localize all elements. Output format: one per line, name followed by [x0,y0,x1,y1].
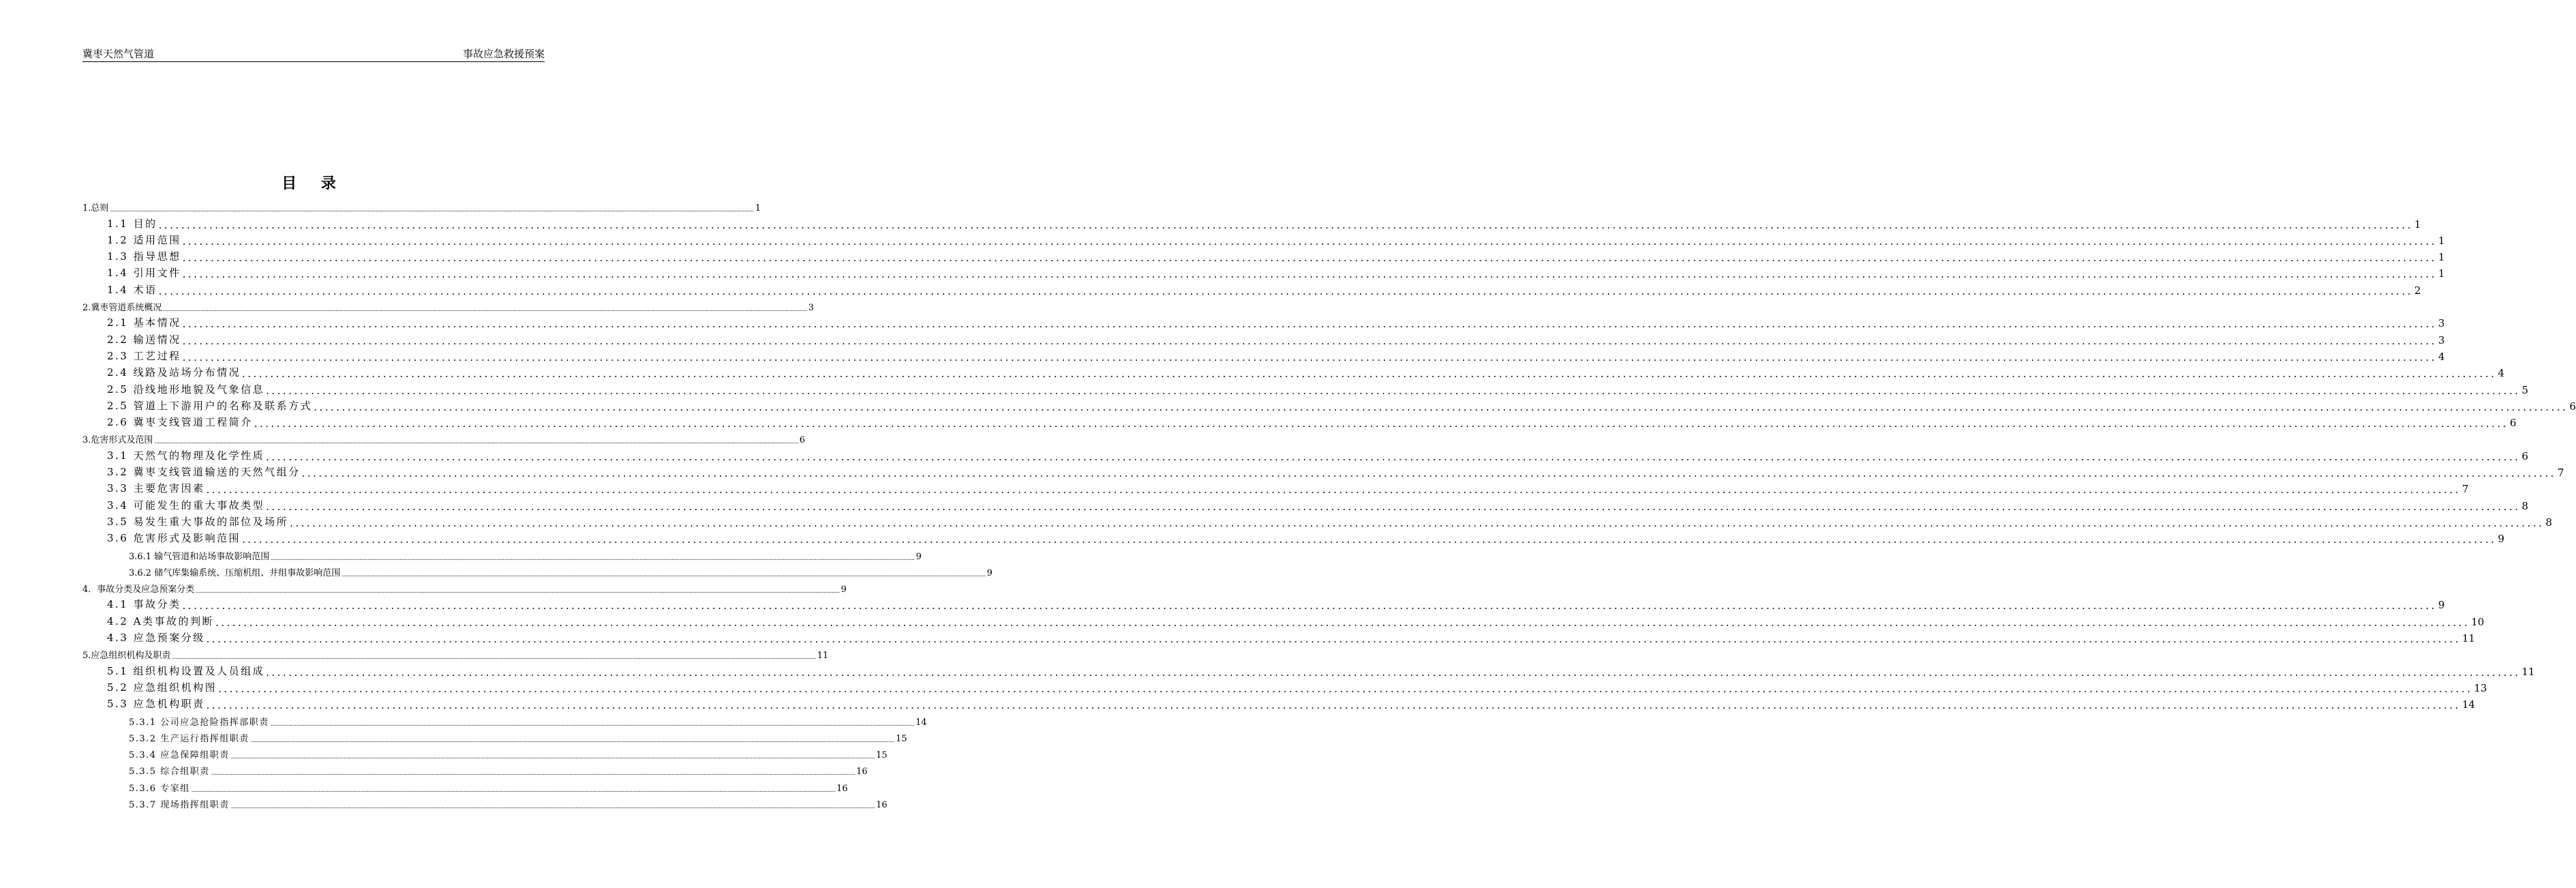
toc-entry[interactable] [82,529,2504,546]
toc-entry[interactable] [82,247,2445,265]
toc-entry-page-number: 9 [2438,599,2445,612]
toc-entry-label: 5.3 应急机构职责 [107,698,205,711]
toc-dot-leader: ................................................................................................................................................................................................................................................................................................................................................................................................................ [270,720,915,728]
toc-entry-label: 3.1 天然气的物理及化学性质 [107,449,265,462]
toc-dot-leader: ................................................................................................................................................................................................................................................................................................................................................................................................................ [206,484,2461,497]
toc-entry[interactable] [82,645,829,662]
toc-entry-label: 1.1 目的 [107,217,157,230]
toc-dot-leader: ................................................................................................................................................................................................................................................................................................................................................................................................................ [182,268,2437,281]
toc-entry-label: 4.1 事故分类 [107,598,181,611]
toc-entry-page-number: 10 [2471,615,2485,628]
toc-entry-label: 4.3 应急预案分级 [107,632,205,645]
toc-dot-leader: ................................................................................................................................................................................................................................................................................................................................................................................................................ [182,235,2437,248]
toc-entry-label: 3.5 易发生重大事故的部位及场所 [107,515,289,528]
toc-entry[interactable] [82,479,2469,497]
toc-dot-leader: ................................................................................................................................................................................................................................................................................................................................................................................................................ [301,467,2556,480]
toc-dot-leader: ................................................................................................................................................................................................................................................................................................................................................................................................................ [182,351,2437,364]
toc-entry[interactable] [82,346,2445,364]
toc-dot-leader: ................................................................................................................................................................................................................................................................................................................................................................................................................ [182,252,2437,265]
toc-entry-page-number: 15 [896,733,907,744]
toc-entry-label: 5.3.6 专家组 [129,783,190,794]
toc-entry[interactable] [82,363,2504,381]
toc-entry-page-number: 16 [836,783,848,794]
toc-entry[interactable] [82,728,907,744]
toc-entry-label: 5.3.2 生产运行指挥组职责 [129,733,249,744]
toc-dot-leader: ................................................................................................................................................................................................................................................................................................................................................................................................................ [250,737,895,744]
toc-dot-leader: ................................................................................................................................................................................................................................................................................................................................................................................................................ [215,616,2470,629]
toc-entry-page-number: 11 [817,651,829,662]
toc-entry[interactable] [82,694,2475,712]
toc-dot-leader: ................................................................................................................................................................................................................................................................................................................................................................................................................ [191,786,836,794]
toc-entry-page-number: 7 [2461,483,2469,496]
table-of-contents [82,197,2576,810]
toc-entry-label: 3.6.1 输气管道和站场事故影响范围 [129,551,270,562]
toc-entry-page-number: 3 [2438,334,2445,346]
toc-dot-leader: ................................................................................................................................................................................................................................................................................................................................................................................................................ [266,384,2521,397]
toc-entry-label: 5.3.7 现场指挥组职责 [129,799,230,810]
toc-dot-leader: ................................................................................................................................................................................................................................................................................................................................................................................................................ [158,284,2413,297]
page-title: 目 录 [282,175,346,192]
toc-dot-leader: ................................................................................................................................................................................................................................................................................................................................................................................................................ [182,318,2437,331]
toc-entry-page-number: 11 [2461,632,2475,645]
toc-entry-page-number: 1 [2414,218,2421,231]
toc-entry-page-number: 3 [2438,317,2445,330]
toc-entry[interactable] [82,413,2517,430]
toc-entry-label: 2.5 沿线地形地貌及气象信息 [107,383,265,396]
toc-dot-leader: ................................................................................................................................................................................................................................................................................................................................................................................................................ [154,439,798,446]
toc-entry[interactable] [82,777,848,794]
toc-entry-label: 2.冀枣管道系统概况 [82,303,162,314]
toc-dot-leader: ................................................................................................................................................................................................................................................................................................................................................................................................................ [110,207,754,214]
toc-entry-label: 2.4 线路及站场分布情况 [107,366,241,379]
toc-entry-label: 1.4 引用文件 [107,267,181,280]
toc-entry-label: 3.6.2 储气库集输系统、压缩机组、井组事故影响范围 [129,567,341,578]
toc-entry[interactable] [82,297,815,314]
toc-dot-leader: ................................................................................................................................................................................................................................................................................................................................................................................................................ [242,368,2497,381]
toc-entry[interactable] [82,794,888,810]
toc-entry-page-number: 14 [2461,698,2475,711]
toc-entry-label: 3.危害形式及范围 [82,435,153,446]
toc-entry[interactable] [82,628,2475,646]
toc-entry-page-number: 15 [876,750,888,761]
toc-entry[interactable] [82,429,806,446]
toc-entry[interactable] [82,495,2528,513]
toc-entry-page-number: 2 [2414,284,2421,297]
toc-dot-leader: ................................................................................................................................................................................................................................................................................................................................................................................................................ [158,218,2413,231]
page-header [82,42,545,62]
header-right-text: 事故应急救援预案 [462,48,545,60]
toc-entry[interactable] [82,462,2564,480]
toc-entry[interactable] [82,396,2576,413]
toc-entry[interactable] [82,661,2535,679]
toc-entry[interactable] [82,379,2528,397]
toc-entry-page-number: 13 [2474,681,2487,694]
toc-entry-page-number: 9 [2498,533,2504,546]
toc-dot-leader: ................................................................................................................................................................................................................................................................................................................................................................................................................ [242,533,2497,546]
toc-entry[interactable] [82,329,2445,347]
toc-entry-page-number: 8 [2545,516,2552,529]
toc-entry[interactable] [82,760,868,778]
toc-entry-label: 2.5 管道上下游用户的名称及联系方式 [107,399,313,412]
toc-entry-page-number: 8 [2521,499,2528,512]
toc-entry-label: 5.应急组织机构及职责 [82,651,171,662]
header-left-text: 冀枣天然气管道 [82,48,155,60]
toc-entry-page-number: 1 [2438,234,2445,247]
toc-entry-label: 3.4 可能发生的重大事故类型 [107,499,265,512]
toc-entry[interactable] [82,711,927,728]
toc-dot-leader: ................................................................................................................................................................................................................................................................................................................................................................................................................ [314,400,2569,413]
toc-dot-leader: ................................................................................................................................................................................................................................................................................................................................................................................................................ [182,334,2437,347]
toc-entry-page-number: 11 [2521,665,2535,678]
toc-entry[interactable] [82,197,761,214]
toc-entry-label: 1.总则 [82,203,109,214]
toc-entry-label: 2.1 基本情况 [107,316,181,329]
toc-dot-leader: ................................................................................................................................................................................................................................................................................................................................................................................................................ [163,306,807,314]
toc-entry-label: 1.3 指导思想 [107,250,181,263]
toc-entry-page-number: 16 [876,799,888,810]
toc-entry-label: 1.4 术语 [107,283,157,296]
toc-entry-page-number: 9 [840,584,847,595]
toc-dot-leader: ................................................................................................................................................................................................................................................................................................................................................................................................................ [218,682,2473,695]
toc-dot-leader: ................................................................................................................................................................................................................................................................................................................................................................................................................ [342,571,986,578]
toc-entry-page-number: 1 [755,203,761,214]
toc-entry-label: 5.3.4 应急保障组职责 [129,750,230,761]
toc-dot-leader: ................................................................................................................................................................................................................................................................................................................................................................................................................ [254,417,2509,430]
toc-entry[interactable] [82,213,2421,231]
toc-entry[interactable] [82,595,2445,612]
toc-entry-page-number: 16 [856,767,868,778]
toc-entry-label: 4.2 A类事故的判断 [107,615,214,627]
toc-entry[interactable] [82,445,2528,463]
toc-entry[interactable] [82,744,888,761]
toc-dot-leader: ................................................................................................................................................................................................................................................................................................................................................................................................................ [230,803,875,810]
toc-entry-label: 2.3 工艺过程 [107,349,181,362]
toc-dot-leader: ................................................................................................................................................................................................................................................................................................................................................................................................................ [290,516,2545,529]
toc-entry[interactable] [82,512,2552,529]
toc-dot-leader: ................................................................................................................................................................................................................................................................................................................................................................................................................ [172,654,816,662]
toc-entry-page-number: 6 [799,435,806,446]
toc-entry[interactable] [82,578,847,595]
toc-entry-page-number: 6 [2569,400,2576,413]
toc-entry-page-number: 4 [2498,367,2504,380]
toc-entry-label: 3.2 冀枣支线管道输送的天然气组分 [107,466,301,479]
toc-dot-leader: ................................................................................................................................................................................................................................................................................................................................................................................................................ [266,500,2521,513]
toc-dot-leader: ................................................................................................................................................................................................................................................................................................................................................................................................................ [271,554,915,562]
toc-entry-label: 5.3.5 综合组职责 [129,767,210,778]
toc-entry-label: 3.3 主要危害因素 [107,482,205,495]
toc-dot-leader: ................................................................................................................................................................................................................................................................................................................................................................................................................ [266,666,2521,679]
toc-entry[interactable] [82,562,992,578]
toc-entry-page-number: 3 [808,303,815,314]
toc-entry-page-number: 9 [915,551,922,562]
toc-entry-page-number: 6 [2521,449,2528,462]
toc-dot-leader: ................................................................................................................................................................................................................................................................................................................................................................................................................ [211,770,855,778]
toc-entry[interactable] [82,263,2445,281]
toc-entry-label: 5.2 应急组织机构图 [107,681,217,694]
toc-dot-leader: ................................................................................................................................................................................................................................................................................................................................................................................................................ [196,588,840,595]
toc-entry-label: 1.2 适用范围 [107,233,181,246]
toc-dot-leader: ................................................................................................................................................................................................................................................................................................................................................................................................................ [206,633,2461,646]
toc-entry-page-number: 9 [986,567,992,578]
toc-dot-leader: ................................................................................................................................................................................................................................................................................................................................................................................................................ [206,699,2461,712]
toc-entry-label: 5.3.1 公司应急抢险指挥部职责 [129,717,269,728]
toc-entry[interactable] [82,545,922,562]
toc-entry-label: 5.1 组织机构设置及人员组成 [107,664,265,677]
toc-entry-page-number: 7 [2557,467,2564,479]
toc-entry-page-number: 14 [915,717,927,728]
toc-entry-label: 2.2 输送情况 [107,333,181,346]
toc-entry-page-number: 1 [2438,251,2445,264]
toc-entry-label: 3.6 危害形式及影响范围 [107,532,241,545]
toc-entry[interactable] [82,611,2485,629]
toc-entry[interactable] [82,678,2487,695]
toc-entry-page-number: 5 [2521,383,2528,396]
toc-entry-page-number: 1 [2438,267,2445,280]
toc-entry-label: 2.6 冀枣支线管道工程简介 [107,416,253,429]
toc-dot-leader: ................................................................................................................................................................................................................................................................................................................................................................................................................ [230,754,875,761]
toc-dot-leader: ................................................................................................................................................................................................................................................................................................................................................................................................................ [182,600,2437,612]
toc-entry[interactable] [82,280,2421,297]
toc-entry-page-number: 4 [2438,350,2445,363]
toc-dot-leader: ................................................................................................................................................................................................................................................................................................................................................................................................................ [266,450,2521,463]
toc-entry[interactable] [82,231,2445,248]
toc-entry[interactable] [82,313,2445,331]
toc-entry-page-number: 6 [2509,417,2517,430]
toc-entry-label: 4．事故分类及应急预案分类 [82,584,195,595]
